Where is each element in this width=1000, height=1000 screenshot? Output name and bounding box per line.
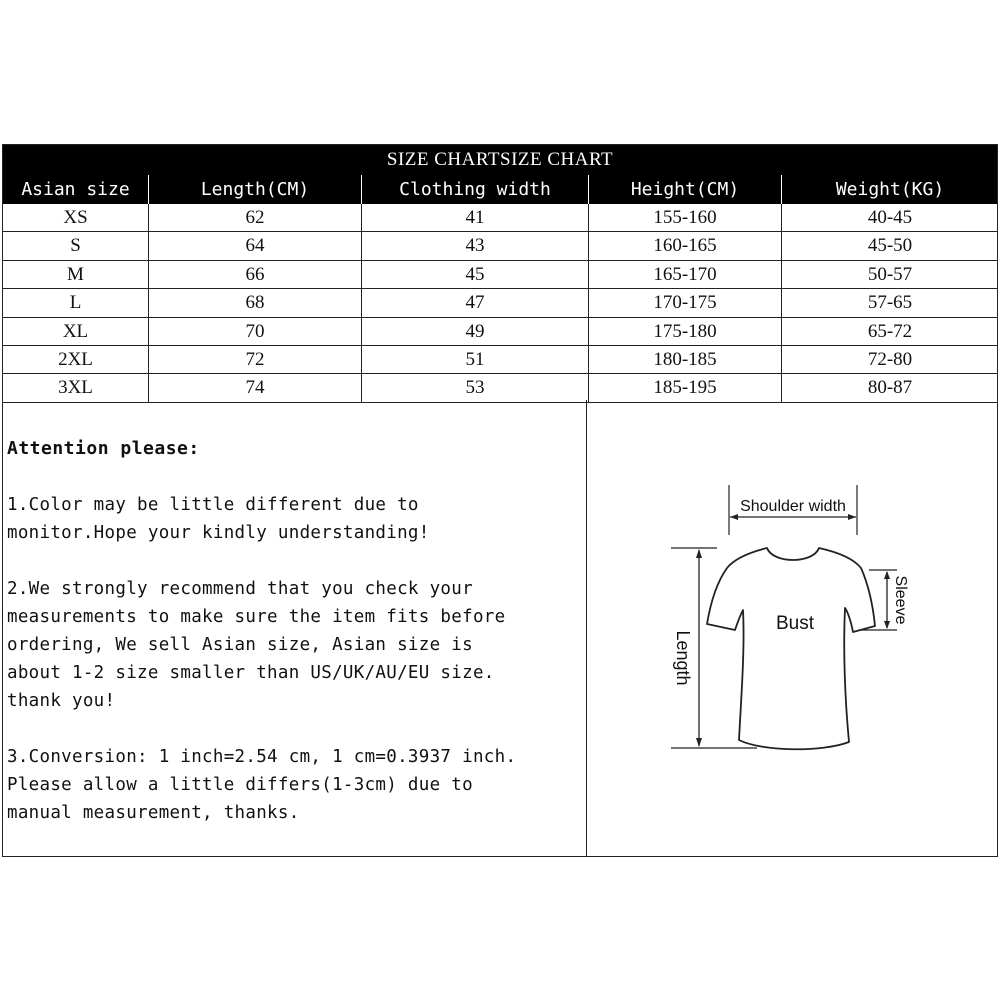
table-cell: 170-175 xyxy=(589,289,782,316)
table-cell: 51 xyxy=(362,346,589,373)
header-length: Length(CM) xyxy=(149,175,362,204)
table-cell: 185-195 xyxy=(589,374,782,401)
note-line: thank you! xyxy=(7,691,116,711)
table-row xyxy=(3,232,997,260)
attention-notes xyxy=(3,400,587,856)
table-cell: 45-50 xyxy=(867,235,913,257)
table-cell: XL xyxy=(3,318,149,345)
shoulder-width-label: Shoulder width xyxy=(740,498,846,515)
table-cell: 64 xyxy=(149,232,362,259)
table-cell: 40-45 xyxy=(867,207,913,228)
table-cell: 165-170 xyxy=(589,261,782,288)
chart-title: SIZE CHARTSIZE CHART xyxy=(3,145,997,175)
table-cell: 47 xyxy=(362,289,589,316)
table-cell: 74 xyxy=(149,374,362,401)
table-cell: S xyxy=(3,232,149,259)
note-2 xyxy=(7,575,586,715)
table-cell: L xyxy=(3,289,149,316)
table-cell: 2XL xyxy=(3,346,149,373)
table-cell: 65-72 xyxy=(867,320,913,342)
length-arrowhead-bottom xyxy=(696,738,702,747)
table-cell: 68 xyxy=(149,289,362,316)
header-weight: Weight(KG) xyxy=(835,179,945,200)
table-cell: 50-57 xyxy=(867,263,913,285)
note-line: ordering, We sell Asian size, Asian size is xyxy=(7,635,473,655)
table-row xyxy=(3,261,997,289)
table-row xyxy=(3,374,997,402)
tshirt-measurement-diagram xyxy=(587,400,997,856)
tshirt-diagram-svg xyxy=(587,400,997,856)
table-cell: 49 xyxy=(362,318,589,345)
header-clothing-width: Clothing width xyxy=(362,175,589,204)
table-cell: M xyxy=(3,261,149,288)
table-row xyxy=(3,289,997,317)
note-line: 1.Color may be little different due to xyxy=(7,495,419,515)
note-line: 3.Conversion: 1 inch=2.54 cm, 1 cm=0.3937 inch. xyxy=(7,747,517,767)
table-row xyxy=(3,318,997,346)
table-cell: 41 xyxy=(362,204,589,231)
table-cell: 3XL xyxy=(3,374,149,401)
table-cell: XS xyxy=(3,204,149,231)
sleeve-arrowhead-bottom xyxy=(884,621,890,629)
tshirt-outline xyxy=(707,548,875,749)
table-cell: 80-87 xyxy=(867,377,913,399)
attention-heading: Attention please: xyxy=(7,438,200,459)
table-cell: 72-80 xyxy=(867,349,913,370)
table-cell: 53 xyxy=(362,374,589,401)
table-cell: 66 xyxy=(149,261,362,288)
bust-label: Bust xyxy=(775,613,815,634)
table-cell: 43 xyxy=(362,232,589,259)
note-line: Please allow a little differs(1-3cm) due to xyxy=(7,775,473,795)
note-line: 2.We strongly recommend that you check your xyxy=(7,579,473,599)
table-cell: 175-180 xyxy=(589,318,782,345)
sleeve-label: Sleeve xyxy=(892,575,909,625)
table-cell: 62 xyxy=(149,204,362,231)
note-line: manual measurement, thanks. xyxy=(7,803,300,823)
table-cell: 72 xyxy=(149,346,362,373)
table-cell: 155-160 xyxy=(589,204,782,231)
shoulder-arrowhead-right xyxy=(848,514,856,520)
shoulder-arrowhead-left xyxy=(730,514,738,520)
header-asian-size: Asian size xyxy=(3,175,149,204)
table-header xyxy=(3,175,997,204)
table-cell: 160-165 xyxy=(589,232,782,259)
note-line: measurements to make sure the item fits before xyxy=(7,607,506,627)
size-chart xyxy=(2,144,998,857)
table-cell: 45 xyxy=(362,261,589,288)
table-cell: 57-65 xyxy=(867,292,913,314)
info-section xyxy=(3,400,997,856)
table-cell: 180-185 xyxy=(589,346,782,373)
length-arrowhead-top xyxy=(696,549,702,558)
header-height: Height(CM) xyxy=(589,175,782,204)
table-row xyxy=(3,204,997,232)
length-label: Length xyxy=(673,630,693,686)
table-cell: 70 xyxy=(149,318,362,345)
note-3 xyxy=(7,743,586,827)
note-line: monitor.Hope your kindly understanding! xyxy=(7,523,430,543)
note-line: about 1-2 size smaller than US/UK/AU/EU size. xyxy=(7,663,495,683)
sleeve-arrowhead-top xyxy=(884,571,890,579)
note-1 xyxy=(7,491,586,547)
table-row xyxy=(3,346,997,374)
